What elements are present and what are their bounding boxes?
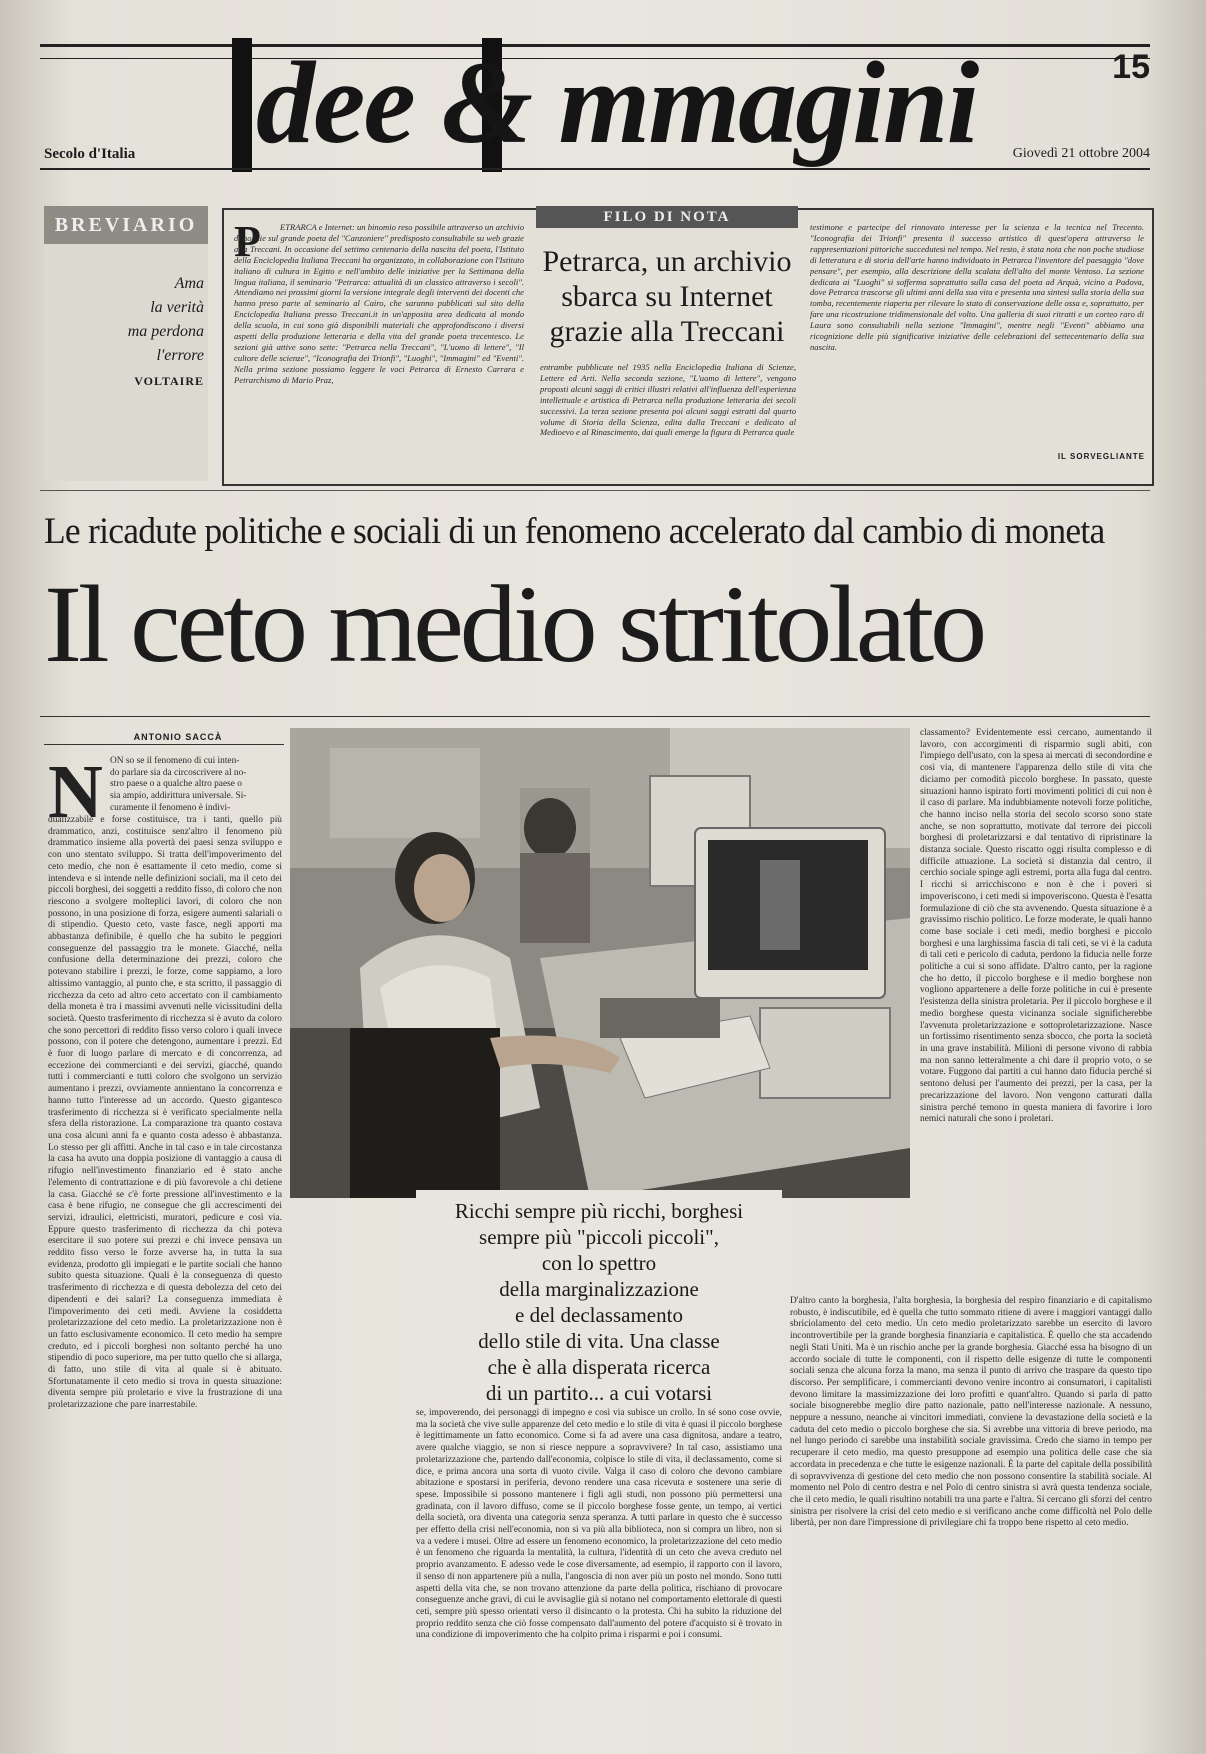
pull-quote-line: della marginalizzazione (499, 1277, 699, 1301)
lead-line: curamente il fenomeno è indivi- (110, 802, 231, 813)
pull-quote-line: con lo spettro (541, 1251, 657, 1275)
filo-headline-line: grazie alla Treccani (549, 315, 785, 348)
pull-quote-line: che è alla disperata ricerca (487, 1355, 711, 1379)
headline-rule (40, 716, 1150, 717)
article-kicker: Le ricadute politiche e sociali di un fenomeno accelerato dal cambio di moneta (44, 511, 1105, 552)
quote-line: Ama (174, 275, 204, 292)
pull-quote-box (416, 1190, 782, 1405)
filo-headline-line: sbarca su Internet (561, 280, 773, 313)
article-photo (290, 728, 910, 1198)
filo-dropcap: P (234, 217, 261, 266)
filo-column-3: testimone e partecipe del rinnovato interesse per la scienza e la tecnica nel Trecento. "Iconografia dei Trionfi" presenta il successo artistico di quest'opera attraverso le rappresentazioni pittoriche succedutesi nel tempo. Nel resto, è stata nota che non poche studiose di letteratura e di storia dell'arte hanno individuato in Petrarca l'inventore del paesaggio "dove pensare", per esempio, alla descrizione della scalata dell'alto del monte Ventoso. La sezione dedicata ai "Luoghi" si sofferma soprattutto sulla casa del poeta ad Arquà, vicino a Padova, dove Petrarca trascorse gli ultimi anni della sua vita e presenta una sintesi sulla storia della sua tomba, recentemente riaperta per rilevare lo stato di conservazione delle ossa e, soprattutto, per fare una ricostruzione tridimensionale del volto. Una galleria di suoi ritratti e un corteo raro di Laura sono consultabili nella sezione "Immagini", mentre negli "Eventi" abbiamo una ricognizione delle più significative iniziative delle celebrazioni del settecentenario della sua nascita. (810, 222, 1144, 352)
article-column-4: D'altro canto la borghesia, l'alta borghesia, la borghesia del respiro finanziario e di capitalismo robusto, è indiscutibile, ed è quella che tutto sommato ritiene di avere i maggiori vantaggi dallo sbriciolamento del ceto medio. Un ceto medio proletarizzato sarebbe un esercito di lavoro incontrovertibile per la grande borghesia finanziaria e capitalistica. È quello che sta accadendo negli Stati Uniti. Ma è un rischio anche per la grande borghesia. Giacché essa ha bisogno di un accordo sociale di tutte le componenti, con il rispetto delle esigenze di tutte le componenti sociali senza che alcuna forza la mano, ma senza il punto di arrivo che traspare da questo tipo discorso. Per semplificare, i commercianti devono venire incontro ai consumatori, i capitalisti devono limitare la massimizzazione dei loro profitti e quant'altro. Quando si parla di patto sociale bisognerebbe meglio dire patto nazionale, patto nell'interesse nazionale. A nessuno, neppure a nessuno, neanche ai vincitori immediati, conviene la devastazione della società e la caduta del ceto medio o piccolo borghese che sia. Si avrebbe una vittoria di breve periodo, ma nel lungo periodo ci sarebbe una instabilità sociale gravissima. Credo che siamo in tempo per recuperare il ceto medio, ma questo presuppone ad esempio una politica delle case che sia accordata in precedenza e che tutte le esigenze nazionali. È la parte del capitale della possibilità di sopravvivenza di gestione del ceto medio che non possono consentire la stabilità sociale. Al momento nel Polo di centro destra e nel Polo di centro sinistra si avrà questa tendenza sociale, che il ceto medio, le quali risultino notabili tra una parte e l'altra. Si cercano gli sforzi del centro sinistra per risolvere la crisi del ceto medio e si verificano anche come difficoltà nel Polo delle libertà, per non dare l'impressione di privilegiare chi fa troppo bene rispetto al ceto medio. (790, 1296, 1152, 1529)
newspaper-name: Secolo d'Italia (44, 146, 136, 162)
quote-line: ma perdona (127, 323, 204, 340)
article-column-2: se, impoverendo, dei personaggi di impegno e così via subisce un crollo. In sé sono cose ovvie, ma la società che vive sulle apparenze del ceto medio e lo stile di vita è quasi il piccolo borghese è legittimamente un fatto economico. Come si fa ad avere una casa dignitosa, andare a teatro, avere qualche viaggio, se non si riesce neppure a sopravvivere? In tal caso, assistiamo una proletarizzazione che, partendo dall'economia, colpisce lo stile di vita, il declassamento, come si dice, e prima ancora una sorta di vuoto civile. Valga il caso di coloro che devono cambiare abitazione e spostarsi in periferia, devono rendere una casa ricevuta e sostenere una serie di spese. Impossibile si possono mantenere i figli agli studi, non possono più permettersi una gradinata, con il lavoro diffuso, come se il piccolo borghese fosse gente, un tempo, ai vertici della società, ora diventa una categoria senza speranza. A tutti parlare in questo che è successo per effetto della crisi nell'economia, non si va più alla biblioteca, non si compra un libro, non si va a vedere i musei. Oltre ad essere un fenomeno economico, la proletarizzazione del ceto medio è un fenomeno che riguarda la mentalità, la cultura, l'identità di un ceto che aveva creduto nel proprio avanzamento. E adesso vede le cose diversamente, ad esempio, il rapporto con il lavoro, il senso di non appartenere più a nulla, l'angoscia di non aver più un posto nel mondo. Sono tutti aspetti della vita che, se non trovano attenzione da parte della politica, rischiano di provocare conseguenze anche gravi, di cui le avvisaglie già si notano nel comportamento elettorale di questi ceti, sempre più spesso orientati verso il disincanto o la protesta. Chi ha subito la riduzione del proprio reddito senza che ciò fosse compensato dall'aumento del potere d'acquisto si è trovato in una condizione di impoverimento che ha colpito prima i risparmi e poi i consumi. (416, 1408, 782, 1641)
pull-quote-line: sempre più "piccoli piccoli", (479, 1225, 719, 1249)
breviario-label: BREVIARIO (44, 206, 208, 244)
breviario-author: VOLTAIRE (134, 374, 204, 388)
masthead-bar-i (232, 38, 252, 172)
quote-line: l'errore (156, 347, 204, 364)
article-byline: ANTONIO SACCÀ (133, 732, 223, 742)
article-dropcap: N (48, 750, 103, 834)
article-column-3: classamento? Evidentemente essi cercano, aumentando il lavoro, con accorgimenti di risparmio sugli abiti, con l'impiego dell'usato, con la spesa ai mercati di secondordine e così via, di mantenere l'apparenza dello stile di vita che diciamo per comodità piccolo borghese. In passato, queste situazioni hanno ispirato forti movimenti politici di cui non è il caso di parlare. Ma indubbiamente notevoli forze politiche, che hanno inciso nella storia del secolo scorso sono state anche, se non soprattutto, motivate dal terrore dei piccoli borghesi di proletarizzarsi e dal tentativo di ripristinare la distanza sociale. Questo riscatto oggi risulta complesso e di difficile attuazione. La società si distanzia dal centro, il cerchio sociale spinge agli estremi, porta alla fuga dal centro. I ricchi si arricchiscono e non è che i poveri si impoveriscono, i ceti medi si impoveriscono. Questa è l'esatta formulazione di ciò che sta avvenendo. Questa situazione è a gravissimo rischio politico. Le forze moderate, le quali hanno come base sociale i ceti medi, medio borghesi e piccolo borghesi e una larghissima fascia di tali ceti, se vi è la caduta di tali ceti e pericolo di caduta, perdono la fiducia nelle forze politiche a cui si sono affidate. D'altro canto, per la ragione che ho detto, il piccolo borghese e il medio borghese non vogliono appartenere a delle forze politiche in cui è presente l'esistenza della sinistra proletaria. Per il piccolo borghese e il medio borghese questa vicinanza sociale significherebbe l'avvenuta proletarizzazione e sottoproletarizzazione. Nasce un fortissimo risentimento senza sbocco, che porta la società in una grave instabilità. Milioni di persone vivono di rabbia ma non sanno letteralmente a chi dare il proprio voto, o se votare. Fuggono dai partiti a cui hanno dato fiducia perché si sentono delusi per l'aumento dei prezzi, per la casa, per la precarizzazione del lavoro. Non vengono catturati dalla sinistra perché temono in questa maniera di favorire i loro nemici naturali che sono i proletari. (920, 728, 1152, 1125)
lead-line: stro paese o a qualche altro paese o (110, 779, 242, 790)
filo-column-1: ETRARCA e Internet: un binomio reso possibile attraverso un archivio di notizie sul grande poeta del "Canzoniere" predisposto consultabile su web grazie alla Treccani. In occasione del settimo centenario della nascita del poeta, l'Istituto della Enciclopedia Italiana Treccani ha organizzato, in collaborazione con l'Istituto italiano di cultura in Egitto e nell'ambito delle iniziative per la Settimana della lingua italiana, il seminario "Petrarca: attualità di un classico attraverso i secoli". Attendiamo nei prossimi giorni la versione integrale degli interventi dei docenti che hanno preso parte al seminario al Cairo, che saranno pubblicati sul sito della Enciclopedia Italiana presso Treccani.it in un'apposita area dedicata al mondo della scuola, in cui sono già disponibili materiali che approfondiscono i diversi aspetti della produzione letteraria e della vita del grande poeta trecentesco. Le sezioni già attive sono sette: "Petrarca nella Treccani", "L'uomo di lettere", "Il cultore delle scienze", "Iconografia dei Trionfi", "Luoghi", "Immagini" ed "Eventi". Nella prima sezione possiamo leggere le voci Petrarca di Ernesto Carrara e Petrarchismo di Mario Praz, (234, 222, 524, 385)
pull-quote-line: dello stile di vita. Una classe (478, 1329, 720, 1353)
filo-headline (536, 244, 798, 349)
lead-line: ON so se il fenomeno di cui inten- (110, 756, 240, 766)
pull-quote-text (416, 1198, 782, 1406)
issue-date: Giovedì 21 ottobre 2004 (1012, 146, 1150, 161)
breviario-quote (54, 272, 204, 368)
pull-quote-line: Ricchi sempre più ricchi, borghesi (454, 1199, 744, 1223)
lead-line: do parlare sia da circoscrivere al no- (110, 767, 247, 778)
filo-signature: IL SORVEGLIANTE (1057, 452, 1145, 461)
pull-quote-line: e del declassamento (515, 1303, 683, 1327)
article-column-1: dualizzabile e forse costituisce, tra i tanti, quello più drammatico, anzi, costituisce senz'altro il fenomeno più drammatico insieme alla povertà dei paesi senza sviluppo e con uno stentato sviluppo. Si tratta dell'impoverimento del ceto medio, che non è esattamente il ceto medio, come si intendeva e si intende nelle definizioni sociali, ma il ceto dei piccoli borghesi, dei soggetti a reddito fisso, di coloro che non riescono a svolgere molteplici lavori, di coloro che non possono, in una posizione di forza, esigere aumenti salariali o di stipendio. Questo ceto, vaste fasce, negli apporti ma abbastanza definibile, è quello che ha subito le peggiori conseguenze del passaggio tra le monete. Giacché, nella confusione della determinazione dei prezzi, coloro che potevano stabilire i prezzi, le forze, come sappiamo, a loro altissimo vantaggio, al punto che, e sta scritto, il passaggio di ricchezza da ceto ad altro ceto accertato con il cambiamento della moneta è tra i massimi avvenuti nelle vicissitudini della società. Questo trasferimento di ricchezza si è avuto da coloro che sono percettori di reddito fisso verso coloro i quali invece possono, con il potere che detengono, aumentare i prezzi. Ed è fuor di luogo parlare di mercato e di concorrenza, ad eccezione dei commercianti e dei servizi, giacché, quando tutti i commercianti e tutti coloro che svolgono un servizio aumentano i prezzi, ovviamente annientano la concorrenza e hanno tutto l'interesse ad un accordo. Questo gigantesco trasferimento di ricchezza si è verificato specialmente nella sfera della ristorazione. La comparazione tra quanto costava una cosa alcuni anni fa e quanto costa adesso è abbastanza. Lo stesso per gli affitti. Anche in tal caso e in tale circostanza la casa ha avuto una doppia posizione di vantaggio a causa di rifugio nell'investimento finanziario ed è stato anche l'elemento di contrattazione e di più favorevole a chi detiene la casa. Giacché se c'è forte pressione all'investimento e la casa è bene rifugio, ne consegue che gli accrescimenti dei servizi, idraulici, elettricisti, muratori, pedicure e così via. Eppure questo trasferimento di ricchezza da chi poteva esercitare il suo potere sui prezzi e chi invece pensava un reddito fisso verso le forze avverse ha, in tutta la sua evidenza, prodotto gli impiegati e le partite sociali che hanno subito questa situazione. Quali è la conseguenza di questo trasferimento di ricchezza e di questa debolezza del ceto dei dipendenti e dei salari? La conseguenza immediata è l'impoverimento dei ceti medi. Avviene la cosiddetta proletarizzazione del ceto medio. La proletarizzazione non è un fatto esclusivamente economico. Il ceto medio ha sempre creduto, ed i piccoli borghesi non soltanto perché ha uno stipendio di poco superiore, ma per tutto quello che si allarga, di fatto, uno stile di vita al quale si è abituato. Sfortunatamente il ceto medio si trova in questa situazione: diventa sempre più proletario e vive la frustrazione di una proletarizzazione che pare inarrestabile. (48, 815, 282, 1411)
filo-di-nota-label: FILO DI NOTA (536, 206, 798, 228)
office-photo-illustration (290, 728, 910, 1198)
section-masthead (210, 37, 978, 168)
breviario-box (44, 206, 208, 481)
filo-column-2: entrambe pubblicate nel 1935 nella Enciclopedia Italiana di Scienze, Lettere ed Arti. Nella seconda sezione, "L'uomo di lettere", vengono proposti alcuni saggi di critici illustri relativi all'influenza dell'esperienza intellettuale e artistica di Petrarca nella produzione letteraria dei secoli successivi. La terza sezione presenta poi alcuni saggi estratti dal quarto volume di Storia della Scienza, edita dalla Treccani e dedicato al Medioevo e al Rinascimento, dai quali emerge la figura di Petrarca quale (540, 362, 796, 438)
lead-line: sia ampio, addirittura universale. Si- (110, 791, 247, 802)
page-number: 15 (1112, 48, 1150, 86)
section-divider (40, 490, 1150, 491)
quote-line: la verità (150, 299, 204, 316)
pull-quote-line: di un partito... a cui votarsi (485, 1381, 713, 1405)
byline-rule (44, 744, 284, 745)
article-title: Il ceto medio stritolato (44, 563, 984, 685)
filo-headline-line: Petrarca, un archivio (542, 245, 792, 278)
masthead-title: dee & mmagini (256, 37, 978, 168)
masthead-bottom-rule (40, 168, 1150, 170)
article-lead (110, 756, 282, 815)
